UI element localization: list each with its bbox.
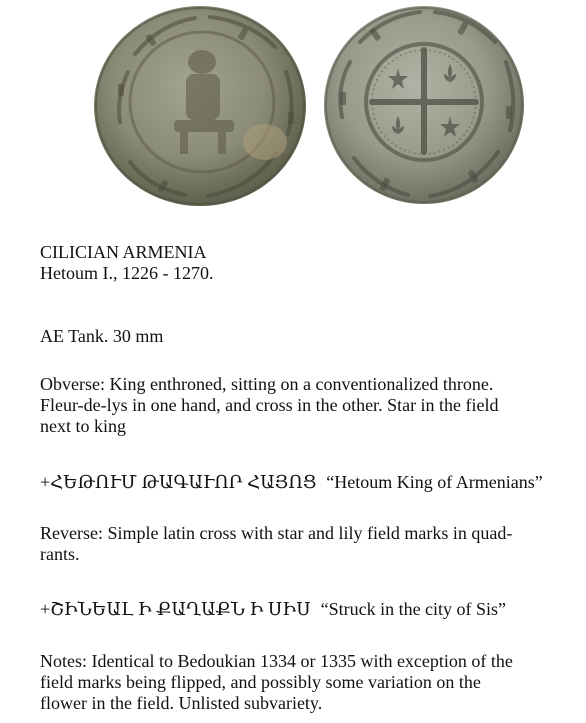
- reverse-legend-translation: “Struck in the city of Sis”: [320, 599, 507, 619]
- notes-line-2: field marks being flipped, and possibly some variation on the: [40, 672, 481, 692]
- obverse-legend: [40, 472, 580, 493]
- obverse-line-3: next to king: [40, 416, 126, 436]
- reverse-line-1: Reverse: Simple latin cross with star and lily field marks in quad-: [40, 523, 513, 543]
- obverse-legend-translation: “Hetoum King of Armenians”: [326, 472, 543, 492]
- coin-heading: [40, 242, 580, 284]
- coin-title: CILICIAN ARMENIA: [40, 242, 207, 262]
- reverse-line-2: rants.: [40, 544, 80, 564]
- notes-line-1: Notes: Identical to Bedoukian 1334 or 1335 with exception of the: [40, 651, 513, 671]
- reverse-legend: [40, 599, 580, 620]
- obverse-legend-armenian: +ՀԵԹՈՒՄ ԹԱԳԱՒՈՐ ՀԱՅՈՑ: [40, 472, 317, 492]
- coin-obverse-image: [90, 2, 310, 210]
- notes-line-3: flower in the field. Unlisted subvariety.: [40, 693, 323, 713]
- coin-photo: [0, 0, 586, 235]
- coin-ruler: Hetoum I., 1226 - 1270.: [40, 263, 214, 283]
- coin-denomination-block: [40, 326, 580, 347]
- obverse-line-1: Obverse: King enthroned, sitting on a conventionalized throne.: [40, 374, 494, 394]
- reverse-description: [40, 523, 580, 565]
- notes-block: [40, 651, 580, 714]
- coin-denomination: AE Tank. 30 mm: [40, 326, 164, 346]
- obverse-line-2: Fleur-de-lys in one hand, and cross in the other. Star in the field: [40, 395, 499, 415]
- coin-reverse-image: [320, 2, 528, 208]
- obverse-description: [40, 374, 580, 437]
- reverse-legend-armenian: +ՇԻՆԵԱԼ Ի ՔԱՂԱՔՆ Ի ՍԻՍ: [40, 599, 311, 619]
